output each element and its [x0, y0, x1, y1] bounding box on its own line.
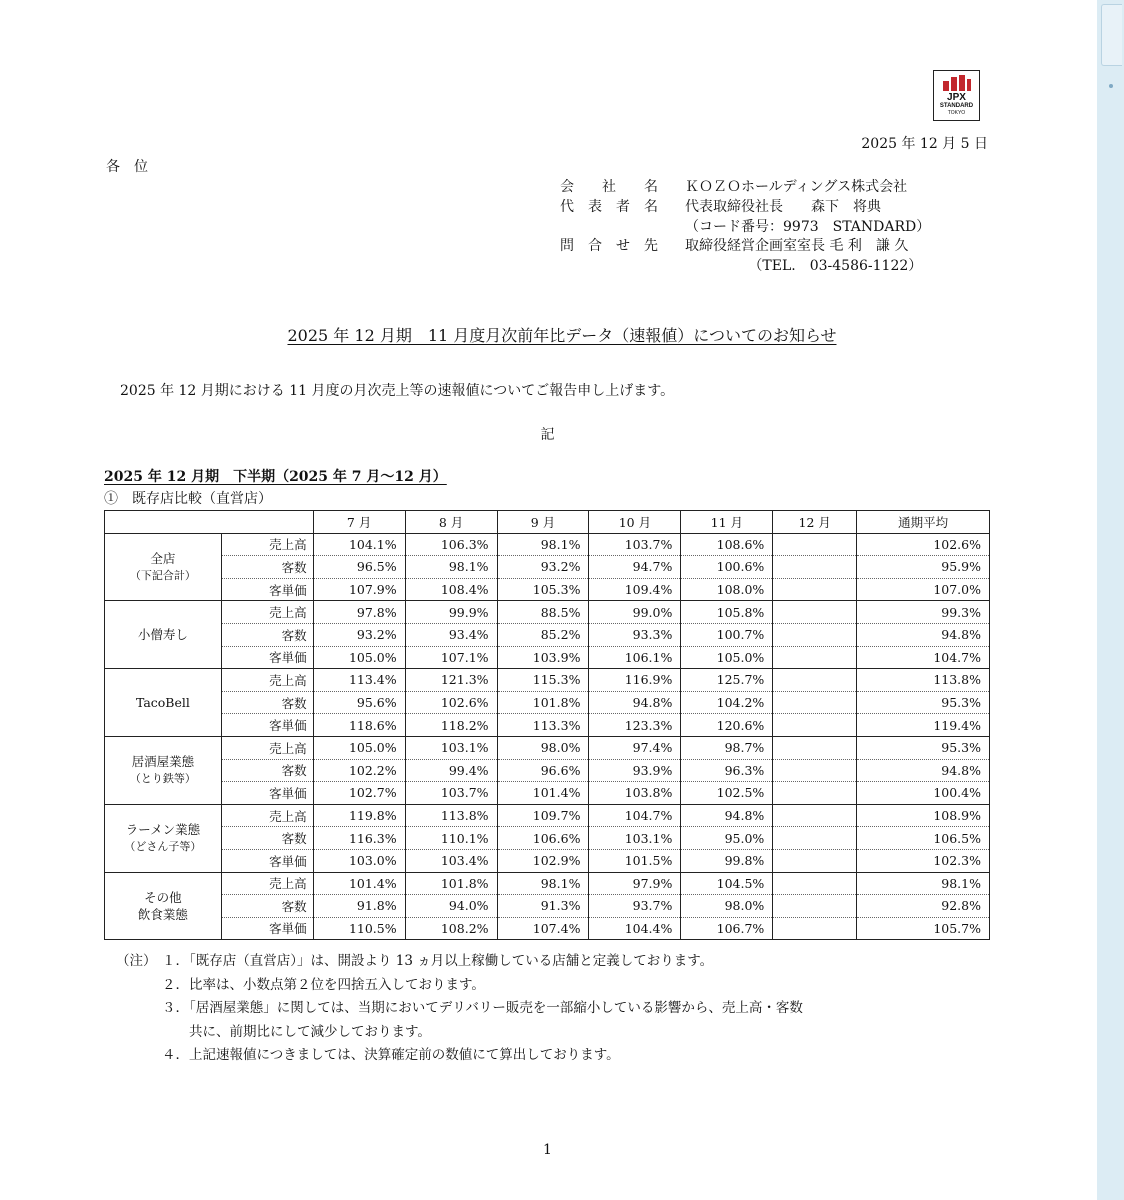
value-cell: 99.4% [405, 759, 497, 782]
value-cell: 113.3% [497, 714, 589, 737]
value-cell [773, 556, 857, 579]
metric-label: 売上高 [221, 736, 313, 759]
value-cell [773, 895, 857, 918]
metric-label: 客単価 [221, 714, 313, 737]
metric-label: 客単価 [221, 917, 313, 940]
value-cell: 104.4% [589, 917, 681, 940]
value-cell: 101.4% [313, 872, 405, 895]
value-cell: 119.4% [857, 714, 990, 737]
group-sub: 飲食業態 [137, 906, 188, 922]
value-cell [773, 804, 857, 827]
value-cell: 88.5% [497, 601, 589, 624]
value-cell: 107.9% [313, 578, 405, 601]
value-cell: 99.0% [589, 601, 681, 624]
value-cell: 95.9% [857, 556, 990, 579]
value-cell: 102.6% [857, 533, 990, 556]
notes-block [116, 950, 803, 1068]
value-cell: 98.0% [681, 895, 773, 918]
metric-label: 客数 [221, 556, 313, 579]
value-cell: 118.6% [313, 714, 405, 737]
value-cell [773, 917, 857, 940]
metric-label: 客数 [221, 691, 313, 714]
value-cell [773, 533, 857, 556]
value-cell: 97.9% [589, 872, 681, 895]
metric-label: 売上高 [221, 669, 313, 692]
header-blank [105, 511, 314, 534]
note-item: ４．上記速報値につきましては、決算確定前の数値にて算出しております。 [162, 1047, 620, 1063]
value-cell: 110.5% [313, 917, 405, 940]
value-cell: 100.7% [681, 623, 773, 646]
scroll-marker [1109, 84, 1113, 88]
value-cell: 116.3% [313, 827, 405, 850]
header-average: 通期平均 [857, 511, 990, 534]
group-label [105, 533, 222, 601]
value-cell [773, 623, 857, 646]
value-cell: 125.7% [681, 669, 773, 692]
value-cell: 94.8% [589, 691, 681, 714]
value-cell: 99.8% [681, 849, 773, 872]
metric-label: 客数 [221, 827, 313, 850]
value-cell: 96.5% [313, 556, 405, 579]
notes-prefix: （注） [116, 953, 157, 969]
value-cell [773, 669, 857, 692]
note-line [116, 974, 803, 998]
company-row [560, 237, 930, 257]
value-cell [773, 872, 857, 895]
note-line [116, 1044, 803, 1068]
contact-label: 問 合 せ 先 [560, 238, 658, 255]
logo-bars-icon [943, 75, 971, 91]
value-cell: 93.2% [313, 623, 405, 646]
metric-label: 客単価 [221, 782, 313, 805]
value-cell: 102.2% [313, 759, 405, 782]
metric-label: 売上高 [221, 601, 313, 624]
table-row [105, 872, 990, 895]
value-cell: 94.8% [681, 804, 773, 827]
logo-text-jpx: JPX [947, 92, 966, 103]
note-item: 共に、前期比にして減少しております。 [162, 1023, 431, 1040]
value-cell: 108.6% [681, 533, 773, 556]
table-row [105, 601, 990, 624]
value-cell: 101.8% [405, 872, 497, 895]
value-cell [773, 782, 857, 805]
value-cell [773, 827, 857, 850]
value-cell: 104.5% [681, 872, 773, 895]
value-cell: 95.3% [857, 691, 990, 714]
intro-text: 2025 年 12 月期における 11 月度の月次売上等の速報値についてご報告申し上げます。 [120, 383, 675, 399]
company-row [560, 178, 930, 198]
value-cell: 105.8% [681, 601, 773, 624]
header-month: 8 月 [405, 511, 497, 534]
table-row [105, 895, 990, 918]
value-cell: 93.9% [589, 759, 681, 782]
group-sub: （下記合計） [129, 568, 196, 582]
group-label [105, 601, 222, 669]
value-cell: 98.1% [405, 556, 497, 579]
value-cell [773, 849, 857, 872]
metric-label: 客数 [221, 623, 313, 646]
value-cell [773, 646, 857, 669]
value-cell: 107.4% [497, 917, 589, 940]
value-cell: 108.4% [405, 578, 497, 601]
metric-label: 客数 [221, 895, 313, 918]
value-cell [773, 601, 857, 624]
table-row [105, 646, 990, 669]
logo-text-standard: STANDARD [939, 103, 974, 109]
value-cell: 101.5% [589, 849, 681, 872]
table-row [105, 578, 990, 601]
value-cell: 100.4% [857, 782, 990, 805]
representative-name: 代表取締役社長 森下 将典 [685, 198, 881, 215]
metric-label: 客単価 [221, 646, 313, 669]
table-row [105, 804, 990, 827]
value-cell: 98.1% [497, 872, 589, 895]
company-info [560, 178, 930, 277]
value-cell: 99.3% [857, 601, 990, 624]
value-cell: 109.4% [589, 578, 681, 601]
value-cell: 103.1% [589, 827, 681, 850]
table-row [105, 736, 990, 759]
group-label [105, 669, 222, 737]
value-cell: 103.4% [405, 849, 497, 872]
note-item: ２．比率は、小数点第２位を四捨五入しております。 [162, 976, 485, 993]
value-cell: 106.5% [857, 827, 990, 850]
contact-tel: （TEL. 03-4586-1122） [748, 258, 923, 275]
value-cell: 102.7% [313, 782, 405, 805]
company-label: 会 社 名 [560, 179, 658, 195]
value-cell: 100.6% [681, 556, 773, 579]
note-line [116, 1021, 803, 1045]
value-cell: 108.9% [857, 804, 990, 827]
header-month: 11 月 [681, 511, 773, 534]
group-name: 居酒屋業態 [131, 754, 195, 770]
value-cell: 113.4% [313, 669, 405, 692]
table-row [105, 533, 990, 556]
value-cell: 94.8% [857, 623, 990, 646]
table-row [105, 714, 990, 737]
value-cell [773, 736, 857, 759]
group-name: 全店 [150, 550, 176, 566]
group-name: 小僧寿し [137, 627, 188, 643]
viewer-scrollbar[interactable] [1097, 0, 1124, 1200]
value-cell: 91.3% [497, 895, 589, 918]
table-row [105, 827, 990, 850]
value-cell: 93.3% [589, 623, 681, 646]
table-row [105, 623, 990, 646]
value-cell: 106.3% [405, 533, 497, 556]
value-cell: 113.8% [405, 804, 497, 827]
value-cell [773, 578, 857, 601]
company-row [560, 198, 930, 218]
value-cell: 104.2% [681, 691, 773, 714]
value-cell: 95.0% [681, 827, 773, 850]
value-cell: 104.7% [589, 804, 681, 827]
value-cell: 102.5% [681, 782, 773, 805]
stock-code: （コード番号：9973 STANDARD） [685, 218, 931, 235]
value-cell: 103.9% [497, 646, 589, 669]
table-row [105, 917, 990, 940]
note-item: ３．「居酒屋業態」に関しては、当期においてデリバリー販売を一部縮小している影響から、売上高・客数 [162, 1000, 803, 1016]
value-cell: 96.3% [681, 759, 773, 782]
note-line [116, 997, 803, 1021]
value-cell: 123.3% [589, 714, 681, 737]
metric-label: 売上高 [221, 533, 313, 556]
value-cell: 92.8% [857, 895, 990, 918]
value-cell: 121.3% [405, 669, 497, 692]
value-cell: 103.7% [405, 782, 497, 805]
value-cell [773, 759, 857, 782]
group-label [105, 736, 222, 804]
table-row [105, 556, 990, 579]
metric-label: 客数 [221, 759, 313, 782]
representative-label: 代 表 者 名 [560, 198, 658, 215]
note-line [116, 950, 803, 974]
table-row [105, 691, 990, 714]
value-cell: 103.7% [589, 533, 681, 556]
group-name: ラーメン業態 [125, 822, 201, 838]
company-name: ＫＯＺＯホールディングス株式会社 [685, 179, 908, 195]
value-cell: 102.6% [405, 691, 497, 714]
value-cell: 101.4% [497, 782, 589, 805]
value-cell: 105.7% [857, 917, 990, 940]
section-title: 2025 年 12 月期 下半期（2025 年 7 月～12 月） [104, 469, 447, 485]
page-number: 1 [543, 1142, 552, 1158]
value-cell: 116.9% [589, 669, 681, 692]
value-cell: 85.2% [497, 623, 589, 646]
page-title-text: 2025 年 12 月期 11 月度月次前年比データ（速報値）についてのお知らせ [287, 326, 837, 345]
group-label [105, 804, 222, 872]
value-cell: 108.0% [681, 578, 773, 601]
value-cell: 107.1% [405, 646, 497, 669]
value-cell: 93.2% [497, 556, 589, 579]
header-month: 9 月 [497, 511, 589, 534]
table-header-row [105, 511, 990, 534]
value-cell: 106.7% [681, 917, 773, 940]
value-cell: 106.6% [497, 827, 589, 850]
group-sub: （とり鉄等） [129, 772, 196, 786]
table-row [105, 669, 990, 692]
value-cell: 105.0% [313, 736, 405, 759]
metric-label: 売上高 [221, 872, 313, 895]
value-cell: 94.7% [589, 556, 681, 579]
value-cell: 105.0% [313, 646, 405, 669]
value-cell: 101.8% [497, 691, 589, 714]
sub-title: ① 既存店比較（直営店） [104, 491, 272, 507]
table-row [105, 849, 990, 872]
value-cell: 102.9% [497, 849, 589, 872]
value-cell: 119.8% [313, 804, 405, 827]
ki-marker: 記 [540, 427, 555, 443]
header-month: 7 月 [313, 511, 405, 534]
value-cell: 105.0% [681, 646, 773, 669]
value-cell: 104.1% [313, 533, 405, 556]
table-row [105, 782, 990, 805]
value-cell: 103.8% [589, 782, 681, 805]
value-cell: 120.6% [681, 714, 773, 737]
header-month: 10 月 [589, 511, 681, 534]
value-cell: 97.4% [589, 736, 681, 759]
value-cell: 113.8% [857, 669, 990, 692]
group-name: TacoBell [135, 695, 190, 711]
value-cell: 97.8% [313, 601, 405, 624]
group-name: その他 [144, 889, 182, 905]
value-cell: 105.3% [497, 578, 589, 601]
value-cell: 104.7% [857, 646, 990, 669]
page-title [0, 323, 1124, 346]
value-cell: 109.7% [497, 804, 589, 827]
value-cell: 106.1% [589, 646, 681, 669]
value-cell: 98.0% [497, 736, 589, 759]
metric-label: 客単価 [221, 578, 313, 601]
jpx-logo [933, 70, 980, 121]
logo-text-tokyo: TOKYO [947, 110, 966, 116]
value-cell: 102.3% [857, 849, 990, 872]
value-cell: 115.3% [497, 669, 589, 692]
value-cell: 93.4% [405, 623, 497, 646]
value-cell: 93.7% [589, 895, 681, 918]
value-cell: 107.0% [857, 578, 990, 601]
value-cell [773, 691, 857, 714]
value-cell: 94.0% [405, 895, 497, 918]
comparison-table [104, 510, 990, 940]
group-label [105, 872, 222, 940]
value-cell: 94.8% [857, 759, 990, 782]
value-cell: 103.0% [313, 849, 405, 872]
value-cell: 95.3% [857, 736, 990, 759]
company-row [560, 218, 930, 238]
value-cell: 98.7% [681, 736, 773, 759]
release-date: 2025 年 12 月 5 日 [861, 136, 988, 152]
value-cell: 95.6% [313, 691, 405, 714]
metric-label: 売上高 [221, 804, 313, 827]
value-cell: 108.2% [405, 917, 497, 940]
header-month: 12 月 [773, 511, 857, 534]
metric-label: 客単価 [221, 849, 313, 872]
value-cell: 98.1% [857, 872, 990, 895]
scroll-tab[interactable] [1101, 4, 1122, 66]
company-row [560, 257, 930, 277]
value-cell: 110.1% [405, 827, 497, 850]
table-row [105, 759, 990, 782]
note-item: １．「既存店（直営店）」は、開設より 13 ヵ月以上稼働している店舗と定義しております。 [162, 953, 714, 969]
value-cell: 103.1% [405, 736, 497, 759]
value-cell: 99.9% [405, 601, 497, 624]
value-cell: 91.8% [313, 895, 405, 918]
value-cell: 118.2% [405, 714, 497, 737]
value-cell: 98.1% [497, 533, 589, 556]
value-cell [773, 714, 857, 737]
value-cell: 96.6% [497, 759, 589, 782]
group-sub: （どさん子等） [124, 840, 202, 854]
addressee: 各 位 [106, 159, 148, 175]
contact-name: 取締役経営企画室室長 毛 利 謙 久 [685, 238, 909, 255]
